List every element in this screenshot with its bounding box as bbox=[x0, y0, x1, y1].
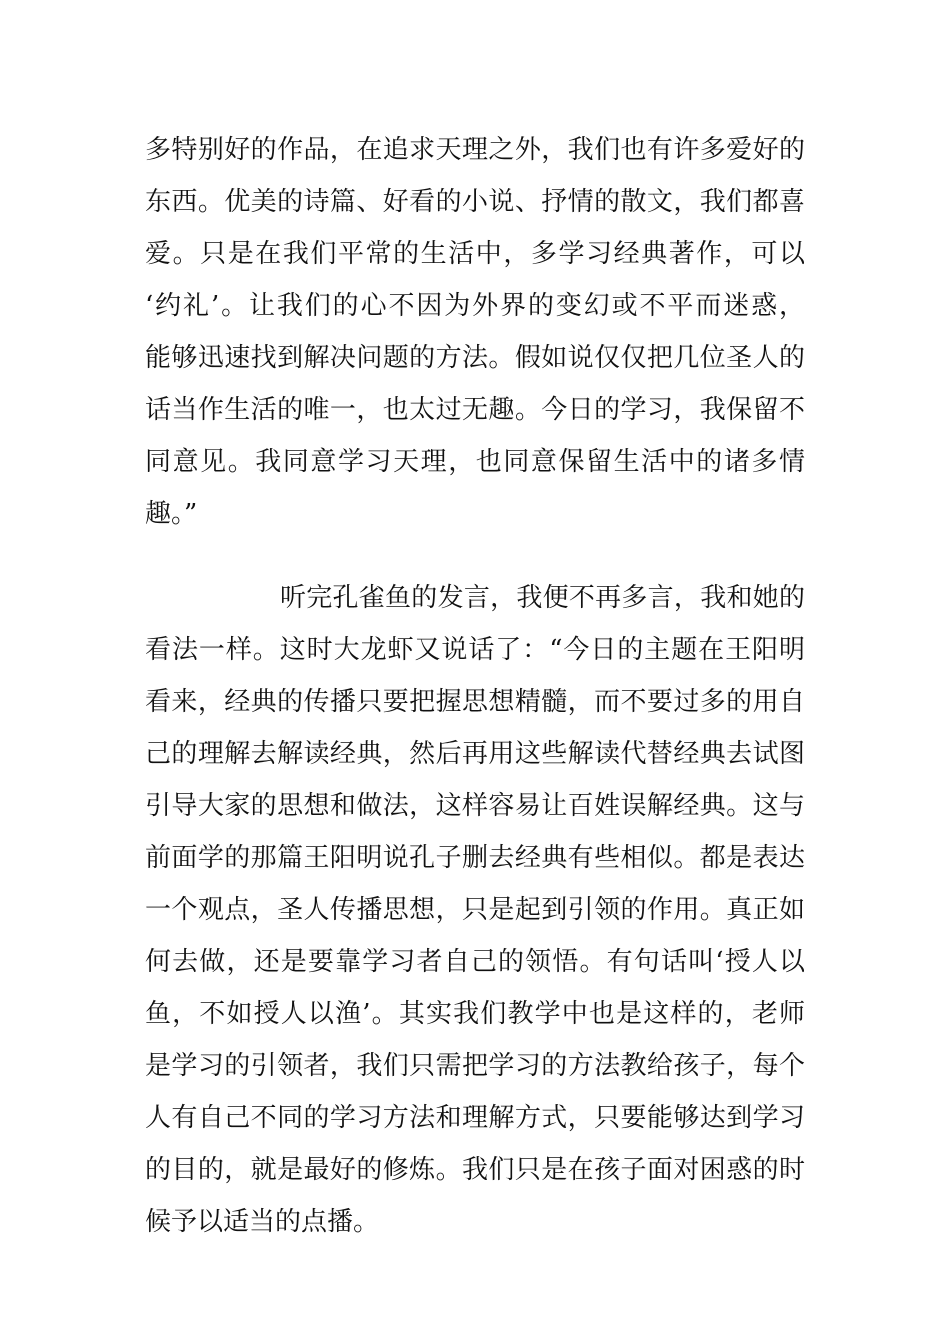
text-line: 人有自己不同的学习方法和理解方式，只要能够达到学习 bbox=[145, 1103, 805, 1133]
text-line: 话当作生活的唯一，也太过无趣。今日的学习，我保留不 bbox=[145, 395, 805, 425]
text-line: 能够迅速找到解决问题的方法。假如说仅仅把几位圣人的 bbox=[145, 343, 805, 373]
text-line: 何去做，还是要靠学习者自己的领悟。有句话叫‘授人以 bbox=[145, 947, 805, 977]
text-line: 趣。” bbox=[145, 499, 198, 529]
text-line: 东西。优美的诗篇、好看的小说、抒情的散文，我们都喜 bbox=[145, 187, 805, 217]
text-line: 同意见。我同意学习天理，也同意保留生活中的诸多情 bbox=[145, 447, 805, 477]
text-line: 爱。只是在我们平常的生活中，多学习经典著作，可以 bbox=[145, 239, 805, 269]
text-line: 引导大家的思想和做法，这样容易让百姓误解经典。这与 bbox=[145, 791, 805, 821]
text-line: 前面学的那篇王阳明说孔子删去经典有些相似。都是表达 bbox=[145, 843, 805, 873]
text-line: 是学习的引领者，我们只需把学习的方法教给孩子，每个 bbox=[145, 1051, 805, 1081]
text-line: 的目的，就是最好的修炼。我们只是在孩子面对困惑的时 bbox=[145, 1155, 805, 1185]
text-line: 鱼，不如授人以渔’。其实我们教学中也是这样的，老师 bbox=[145, 999, 805, 1029]
text-line: 看来，经典的传播只要把握思想精髓，而不要过多的用自 bbox=[145, 687, 805, 717]
paragraph-1 bbox=[145, 124, 805, 540]
text-line: 多特别好的作品，在追求天理之外，我们也有许多爱好的 bbox=[145, 135, 805, 165]
text-line: 听完孔雀鱼的发言，我便不再多言，我和她的 bbox=[280, 583, 805, 613]
text-line: 己的理解去解读经典，然后再用这些解读代替经典去试图 bbox=[145, 739, 805, 769]
paragraph-2 bbox=[145, 572, 805, 1248]
text-line: ‘约礼’。让我们的心不因为外界的变幻或不平而迷惑， bbox=[145, 291, 805, 321]
text-line: 一个观点，圣人传播思想，只是起到引领的作用。真正如 bbox=[145, 895, 805, 925]
text-line: 看法一样。这时大龙虾又说话了：“今日的主题在王阳明 bbox=[145, 635, 805, 665]
text-line: 候予以适当的点播。 bbox=[145, 1207, 380, 1237]
